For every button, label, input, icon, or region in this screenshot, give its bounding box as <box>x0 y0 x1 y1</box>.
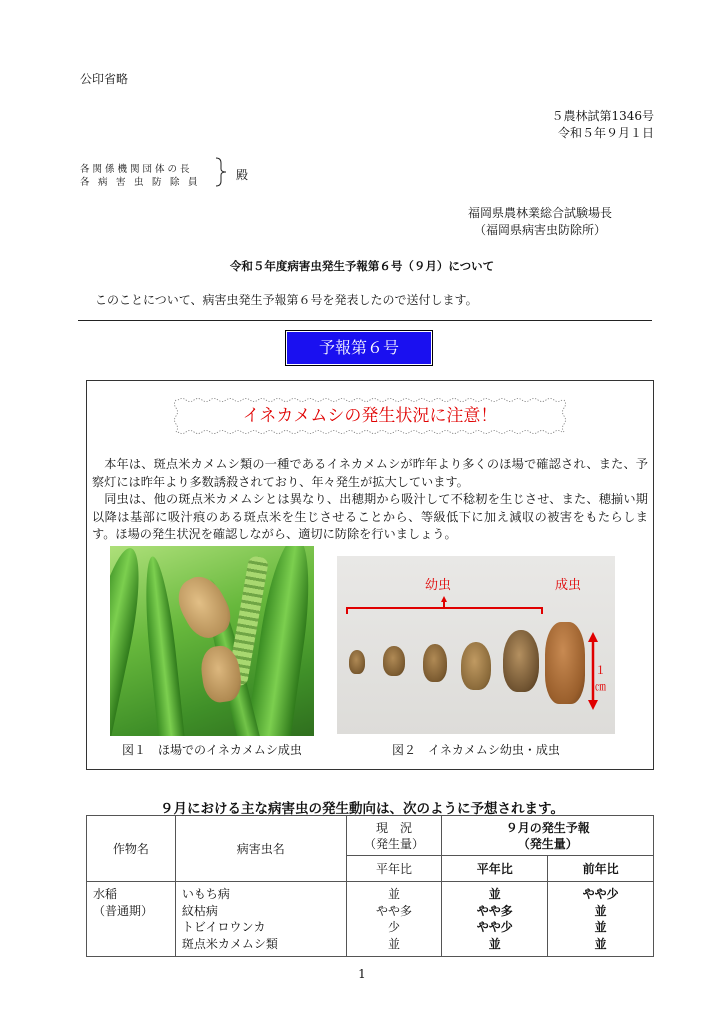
document-subject: 令和５年度病害虫発生予報第６号（９月）について <box>229 259 495 273</box>
recipient-line-1: 各関係機関団体の長 <box>80 164 193 175</box>
scale-label: １㎝ <box>595 664 606 693</box>
header-forecast-vs-normal: 平年比 <box>442 856 548 882</box>
sender-office: （福岡県病害虫防除所） <box>474 223 607 237</box>
forecast-normal-value: やや少 <box>476 920 513 934</box>
recipient-block <box>80 163 206 189</box>
header-pest: 病害虫名 <box>175 816 346 882</box>
document-date: 令和５年９月１日 <box>557 126 654 140</box>
forecast-last-year-value: 並 <box>594 903 607 918</box>
alert-paragraph-2: 同虫は、他の斑点米カメムシとは異なり、出穂期から吸汁して不稔籾を生じさせ、また、穂揃い期以降は基部に吸汁痕のある斑点米を生じさせることから、等級低下に加え減収の被害をもたらします。ほ場の発生状況を確認しながら、適切に防除を行いましょう。 <box>92 492 648 541</box>
crop-name: 水稲 <box>93 887 118 901</box>
nymph-instar-3 <box>423 644 447 682</box>
forecast-normal-value: やや多 <box>476 903 513 918</box>
header-crop: 作物名 <box>87 816 176 882</box>
stamp-omitted-note: 公印省略 <box>80 72 129 86</box>
crop-cell <box>87 882 176 957</box>
alert-body <box>92 456 648 544</box>
forecast-last-year-value: やや少 <box>582 887 619 901</box>
forecast-table <box>86 815 654 957</box>
header-forecast <box>442 816 654 856</box>
alert-paragraph-1: 本年は、斑点米カメムシ類の一種であるイネカメムシが昨年より多くのほ場で確認され、また、予察灯には昨年より多数誘殺されており、年々発生が拡大しています。 <box>92 457 648 489</box>
forecast-title: ９月における主な病害虫の発生動向は、次のように予想されます。 <box>160 801 564 817</box>
headline-frame <box>172 396 568 436</box>
figure2-photo <box>337 556 615 734</box>
honorific: 殿 <box>236 168 249 182</box>
current-value: やや多 <box>375 903 412 918</box>
current-cell <box>346 882 442 957</box>
adult-label: 成虫 <box>555 578 582 593</box>
nymph-instar-4 <box>461 642 491 690</box>
pest-cell <box>175 882 346 957</box>
document-number: ５農林試第1346号 <box>551 109 654 123</box>
header-forecast-line2: （発生量） <box>517 836 578 851</box>
forecast-number-banner: 予報第６号 <box>287 332 431 364</box>
nymph-instar-1 <box>349 650 365 674</box>
forecast-last-year-value: 並 <box>594 936 607 951</box>
divider <box>78 320 652 321</box>
crop-type: （普通期） <box>93 903 154 918</box>
pest-name: 紋枯病 <box>181 903 218 918</box>
current-value: 並 <box>387 887 400 901</box>
header-current-vs-normal: 平年比 <box>346 856 442 882</box>
figure1-caption: 図１ ほ場でのイネカメムシ成虫 <box>122 743 302 757</box>
nymph-instar-5 <box>503 630 539 692</box>
figure2-caption: 図２ イネカメムシ幼虫・成虫 <box>392 743 560 757</box>
forecast-normal-cell <box>442 882 548 957</box>
pest-name: 斑点米カメムシ類 <box>181 936 278 951</box>
forecast-last-year-value: 並 <box>594 920 607 934</box>
nymph-instar-2 <box>383 646 405 676</box>
adult-stink-bug <box>545 622 585 704</box>
figure1-photo <box>110 546 314 736</box>
alert-headline: イネカメムシの発生状況に注意！ <box>242 406 498 426</box>
recipient-line-2: 各病害虫防除員 <box>80 177 207 188</box>
forecast-normal-value: 並 <box>488 887 501 901</box>
forecast-last-year-cell <box>548 882 654 957</box>
header-current-line2: （発生量） <box>363 836 424 851</box>
header-forecast-line1: ９月の発生予報 <box>505 820 590 835</box>
pest-name: いもち病 <box>181 887 230 901</box>
forecast-normal-value: 並 <box>488 936 501 951</box>
nymph-label: 幼虫 <box>425 578 452 593</box>
intro-text: このことについて、病害虫発生予報第６号を発表したので送付します。 <box>95 293 478 307</box>
sender-name: 福岡県農林業総合試験場長 <box>468 206 613 220</box>
header-forecast-vs-last-year: 前年比 <box>548 856 654 882</box>
header-current <box>346 816 442 856</box>
header-current-line1: 現 況 <box>375 820 412 835</box>
current-value: 少 <box>387 920 400 934</box>
pest-name: トビイロウンカ <box>181 920 266 934</box>
page-number: 1 <box>358 967 366 981</box>
brace-icon <box>214 157 228 187</box>
current-value: 並 <box>387 936 400 951</box>
